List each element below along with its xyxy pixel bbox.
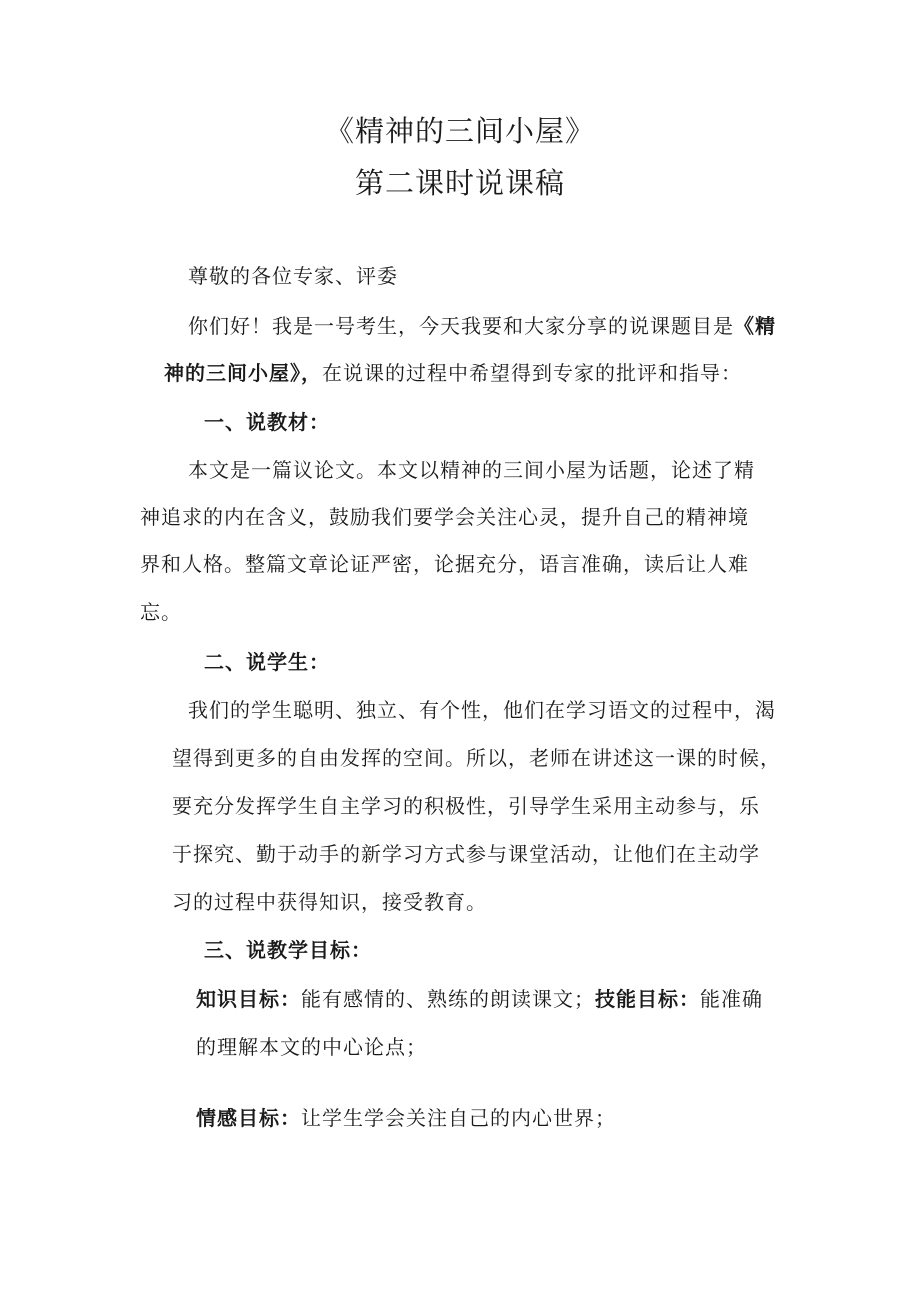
paragraph-line: 神追求的内在含义，鼓励我们要学会关注心灵，提升自己的精神境 — [140, 505, 749, 529]
document-title: 《精神的三间小屋》 — [324, 114, 595, 148]
salutation: 尊敬的各位专家、评委 — [188, 264, 398, 288]
paragraph-line: 习的过程中获得知识，接受教育。 — [172, 890, 487, 914]
paragraph-line: 于探究、勤于动手的新学习方式参与课堂活动，让他们在主动学 — [172, 842, 760, 866]
skill-goal-text-cont: 的理解本文的中心论点； — [196, 1035, 427, 1059]
intro-text: 你们好！我是一号考生，今天我要和大家分享的说课题目是 — [188, 314, 734, 338]
skill-goal-text: 能准确 — [700, 987, 763, 1011]
emotion-goal-text: 让学生学会关注自己的内心世界； — [301, 1106, 616, 1130]
document-subtitle: 第二课时说课稿 — [354, 166, 565, 200]
knowledge-goal-label: 知识目标： — [196, 987, 301, 1011]
section-heading-teaching-goals: 三、说教学目标： — [204, 938, 372, 962]
paragraph-line: 望得到更多的自由发挥的空间。所以，老师在讲述这一课的时候， — [172, 746, 781, 770]
intro-title-bold: 《精 — [734, 314, 776, 338]
goals-line-emotion — [196, 1104, 616, 1132]
knowledge-goal-text: 能有感情的、熟练的朗读课文； — [301, 987, 595, 1011]
section-heading-students: 二、说学生： — [204, 650, 330, 674]
paragraph-line: 本文是一篇议论文。本文以精神的三间小屋为话题，论述了精 — [188, 458, 755, 482]
intro-text-cont: 在说课的过程中希望得到专家的批评和指导： — [322, 361, 742, 385]
intro-title-bold-cont: 神的三间小屋》， — [164, 361, 322, 385]
section-heading-teaching-material: 一、说教材： — [204, 410, 330, 434]
intro-line-1 — [188, 312, 776, 340]
emotion-goal-label: 情感目标： — [196, 1106, 301, 1130]
paragraph-line: 我们的学生聪明、独立、有个性，他们在学习语文的过程中，渴 — [188, 698, 776, 722]
paragraph-line: 界和人格。整篇文章论证严密，论据充分，语言准确，读后让人难 — [140, 552, 749, 576]
paragraph-line: 要充分发挥学生自主学习的积极性，引导学生采用主动参与，乐 — [172, 794, 760, 818]
goals-line-1 — [196, 985, 763, 1013]
skill-goal-label: 技能目标： — [595, 987, 700, 1011]
intro-line-2 — [164, 359, 742, 387]
paragraph-line: 忘。 — [140, 600, 182, 624]
